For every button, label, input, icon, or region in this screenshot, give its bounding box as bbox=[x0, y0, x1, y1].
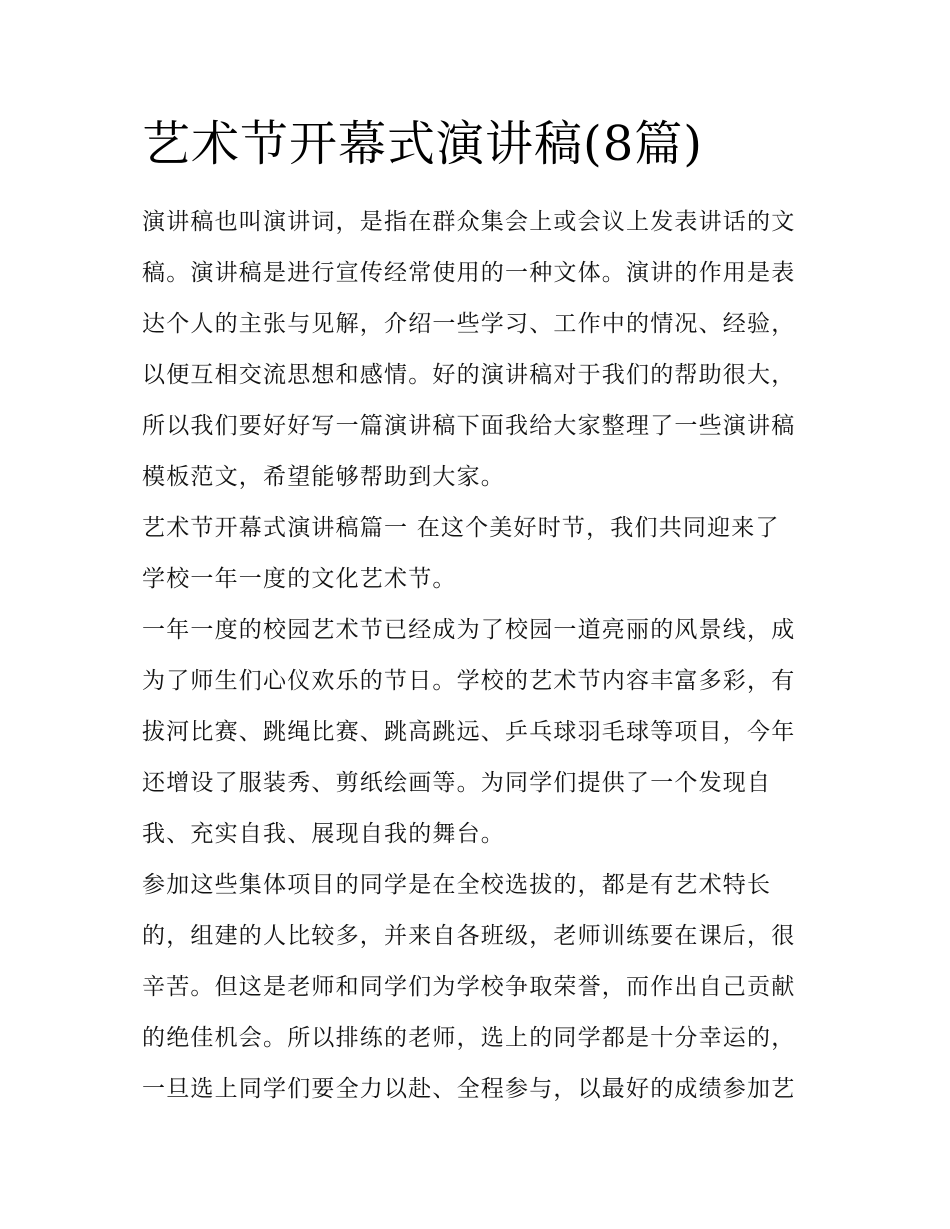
body-line: 辛苦。但这是老师和同学们为学校争取荣誉，而作出自己贡献 bbox=[142, 974, 796, 1000]
body-line: 艺术节开幕式演讲稿篇一 在这个美好时节，我们共同迎来了 bbox=[142, 515, 780, 541]
body-line: 的，组建的人比较多，并来自各班级，老师训练要在课后，很 bbox=[142, 923, 796, 949]
body-line: 拔河比赛、跳绳比赛、跳高跳远、乒乓球羽毛球等项目，今年 bbox=[142, 719, 796, 745]
body-line: 一年一度的校园艺术节已经成为了校园一道亮丽的风景线，成 bbox=[142, 617, 796, 643]
body-line: 演讲稿也叫演讲词，是指在群众集会上或会议上发表讲话的文 bbox=[142, 209, 796, 235]
body-line: 以便互相交流思想和感情。好的演讲稿对于我们的帮助很大， bbox=[142, 362, 796, 388]
body-line: 达个人的主张与见解，介绍一些学习、工作中的情况、经验， bbox=[142, 311, 796, 337]
body-line: 学校一年一度的文化艺术节。 bbox=[142, 566, 457, 592]
body-line: 的绝佳机会。所以排练的老师，选上的同学都是十分幸运的， bbox=[142, 1025, 796, 1051]
document-title: 艺术节开幕式演讲稿(8篇) bbox=[142, 116, 703, 172]
body-line: 稿。演讲稿是进行宣传经常使用的一种文体。演讲的作用是表 bbox=[142, 260, 796, 286]
body-line: 模板范文，希望能够帮助到大家。 bbox=[142, 464, 505, 490]
body-line: 为了师生们心仪欢乐的节日。学校的艺术节内容丰富多彩，有 bbox=[142, 668, 796, 694]
body-line: 一旦选上同学们要全力以赴、全程参与，以最好的成绩参加艺 bbox=[142, 1076, 796, 1102]
body-line: 还增设了服装秀、剪纸绘画等。为同学们提供了一个发现自 bbox=[142, 770, 772, 796]
body-line: 参加这些集体项目的同学是在全校选拔的，都是有艺术特长 bbox=[142, 872, 772, 898]
body-line: 所以我们要好好写一篇演讲稿下面我给大家整理了一些演讲稿 bbox=[142, 413, 796, 439]
body-line: 我、充实自我、展现自我的舞台。 bbox=[142, 821, 505, 847]
